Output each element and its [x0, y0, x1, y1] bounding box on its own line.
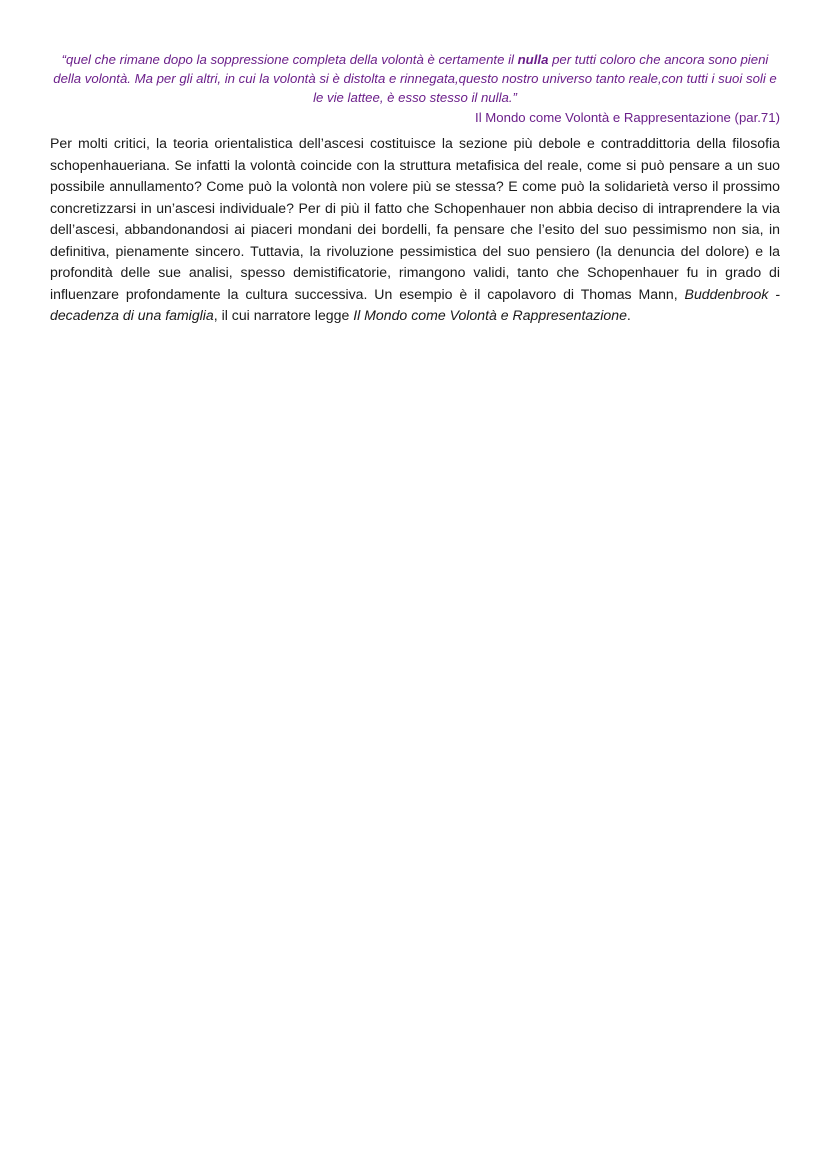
body-text-end: . — [626, 307, 631, 323]
body-text-main: Per molti critici, la teoria orientalistica dell’ascesi costituisce la sezione più debole e contraddittoria della filosofia schopenhaueriana. Se infatti la volontà coincide con la struttura metafisica del reale, come si può pensare a un suo possibile annullamento? Come può la volontà non volere più se stessa? E come può la solidarietà verso il prossimo concretizzarsi in un’ascesi individuale? Per di più il fatto che Schopenhauer non abbia deciso di intraprendere la via dell’ascesi, abbandonandosi ai piaceri mondani dei bordelli, fa pensare che l’esito del suo pessimismo non sia, in definitiva, pienamente sincero. Tuttavia, la rivoluzione pessimistica del suo pensiero (la denuncia del dolore) e la profondità delle sue analisi, spesso demistificatorie, rimangono validi, tanto che Schopenhauer fu in grado di influenzare profondamente la cultura successiva. Un esempio è il capolavoro di Thomas Mann, — [50, 135, 780, 302]
quote-part-2: per tutti coloro che ancora sono pieni della volontà. Ma per gli altri, in cui la volontà si è distolta e rinnegata,questo nostro universo tanto reale,con tutti i suoi soli e le vie lattee, è esso stesso il nulla.” — [53, 52, 777, 105]
work-title: Il Mondo come Volontà e Rappresentazione — [353, 307, 627, 323]
quote-text — [50, 50, 780, 107]
quote-source: Il Mondo come Volontà e Rappresentazione (par.71) — [475, 110, 780, 125]
epigraph-quote — [50, 50, 780, 127]
book-title: Buddenbrook - decadenza di una famiglia — [50, 285, 780, 323]
quote-part-1: “quel che rimane dopo la soppressione completa della volontà è certamente il — [61, 52, 518, 67]
body-text-mid: , il cui narratore legge — [213, 307, 354, 323]
quote-emphasis: nulla — [517, 52, 549, 67]
body-paragraph — [50, 133, 780, 327]
